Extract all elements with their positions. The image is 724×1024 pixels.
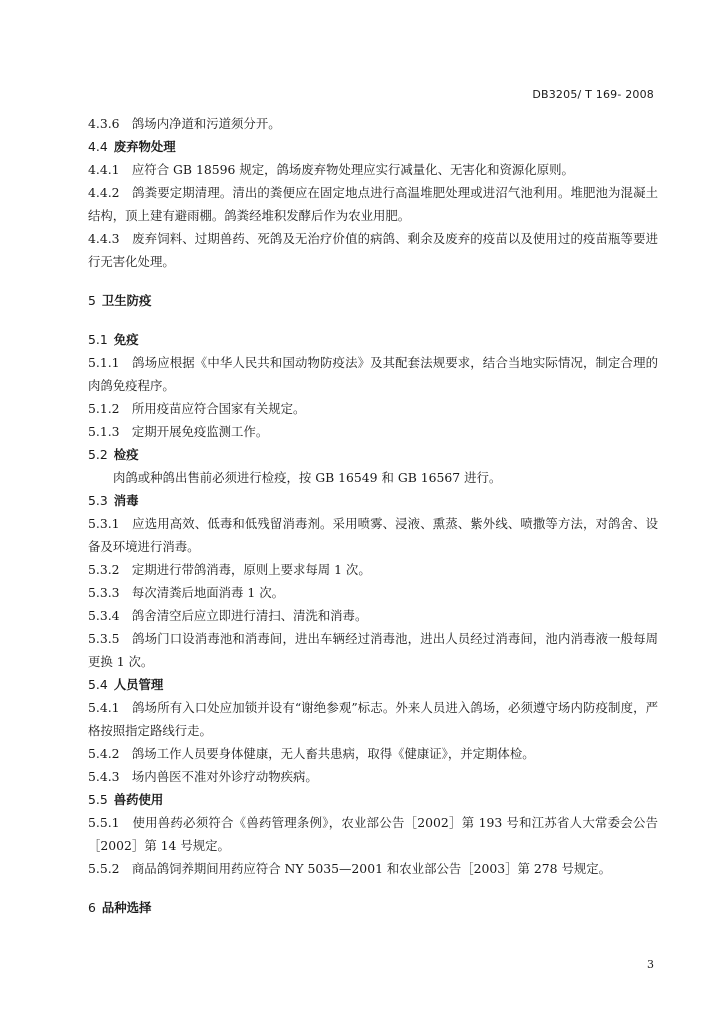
clause-paragraph: 4.3.6 鸽场内净道和污道须分开。 <box>88 116 281 131</box>
clause-paragraph: 5.3.5 鸽场门口设消毒池和消毒间，进出车辆经过消毒池，进出人员经过消毒间，池内消毒液一般每周更换 1 次。 <box>88 631 658 669</box>
section-heading <box>88 443 658 466</box>
document-body <box>88 112 658 935</box>
heading-number: 5.1 <box>88 332 108 347</box>
clause-paragraph: 5.1.2 所用疫苗应符合国家有关规定。 <box>88 401 306 416</box>
heading-title: 废弃物处理 <box>113 139 176 154</box>
heading-number: 5.3 <box>88 493 108 508</box>
heading-number: 5 <box>88 293 96 308</box>
clause-paragraph: 4.4.1 应符合 GB 18596 规定，鸽场废弃物处理应实行减量化、无害化和资源化原则。 <box>88 162 574 177</box>
clause-paragraph: 5.4.2 鸽场工作人员要身体健康，无人畜共患病，取得《健康证》，并定期体检。 <box>88 746 535 761</box>
chapter-heading <box>88 896 658 919</box>
clause-paragraph: 5.3.4 鸽舍清空后应立即进行清扫、清洗和消毒。 <box>88 608 368 623</box>
clause-paragraph: 5.5.2 商品鸽饲养期间用药应符合 NY 5035—2001 和农业部公告［2003］第 278 号规定。 <box>88 861 612 876</box>
heading-number: 5.5 <box>88 792 108 807</box>
heading-title: 品种选择 <box>101 900 152 915</box>
heading-title: 免疫 <box>113 332 139 347</box>
clause-paragraph: 5.1.1 鸽场应根据《中华人民共和国动物防疫法》及其配套法规要求，结合当地实际情况，制定合理的肉鸽免疫程序。 <box>88 355 658 393</box>
clause-paragraph: 5.1.3 定期开展免疫监测工作。 <box>88 424 269 439</box>
clause-paragraph: 5.3.2 定期进行带鸽消毒，原则上要求每周 1 次。 <box>88 562 371 577</box>
clause-paragraph: 4.4.3 废弃饲料、过期兽药、死鸽及无治疗价值的病鸽、剩余及废弃的疫苗以及使用过的疫苗瓶等要进行无害化处理。 <box>88 231 658 269</box>
section-heading <box>88 673 658 696</box>
heading-title: 卫生防疫 <box>101 293 152 308</box>
heading-title: 人员管理 <box>113 677 164 692</box>
heading-title: 检疫 <box>113 447 139 462</box>
clause-paragraph: 5.5.1 使用兽药必须符合《兽药管理条例》，农业部公告［2002］第 193 号和江苏省人大常委会公告［2002］第 14 号规定。 <box>88 815 658 853</box>
standard-code: DB3205/ T 169- 2008 <box>532 88 654 101</box>
heading-number: 5.2 <box>88 447 108 462</box>
heading-number: 6 <box>88 900 96 915</box>
clause-paragraph: 肉鸽或种鸽出售前必须进行检疫，按 GB 16549 和 GB 16567 进行。 <box>113 470 502 485</box>
clause-paragraph: 5.3.3 每次清粪后地面消毒 1 次。 <box>88 585 284 600</box>
clause-paragraph: 5.4.3 场内兽医不准对外诊疗动物疾病。 <box>88 769 318 784</box>
clause-paragraph: 4.4.2 鸽粪要定期清理。清出的粪便应在固定地点进行高温堆肥处理或进沼气池利用。堆肥池为混凝土结构，顶上建有避雨棚。鸽粪经堆积发酵后作为农业用肥。 <box>88 185 658 223</box>
heading-number: 5.4 <box>88 677 108 692</box>
heading-title: 兽药使用 <box>113 792 164 807</box>
heading-number: 4.4 <box>88 139 108 154</box>
section-heading <box>88 135 658 158</box>
heading-title: 消毒 <box>113 493 139 508</box>
section-heading <box>88 489 658 512</box>
page-number: 3 <box>647 958 654 971</box>
clause-paragraph: 5.4.1 鸽场所有入口处应加锁并设有“谢绝参观”标志。外来人员进入鸽场，必须遵守场内防疫制度，严格按照指定路线行走。 <box>88 700 658 738</box>
section-heading <box>88 328 658 351</box>
chapter-heading <box>88 289 658 312</box>
section-heading <box>88 788 658 811</box>
clause-paragraph: 5.3.1 应选用高效、低毒和低残留消毒剂。采用喷雾、浸液、熏蒸、紫外线、喷撒等方法，对鸽舍、设备及环境进行消毒。 <box>88 516 658 554</box>
